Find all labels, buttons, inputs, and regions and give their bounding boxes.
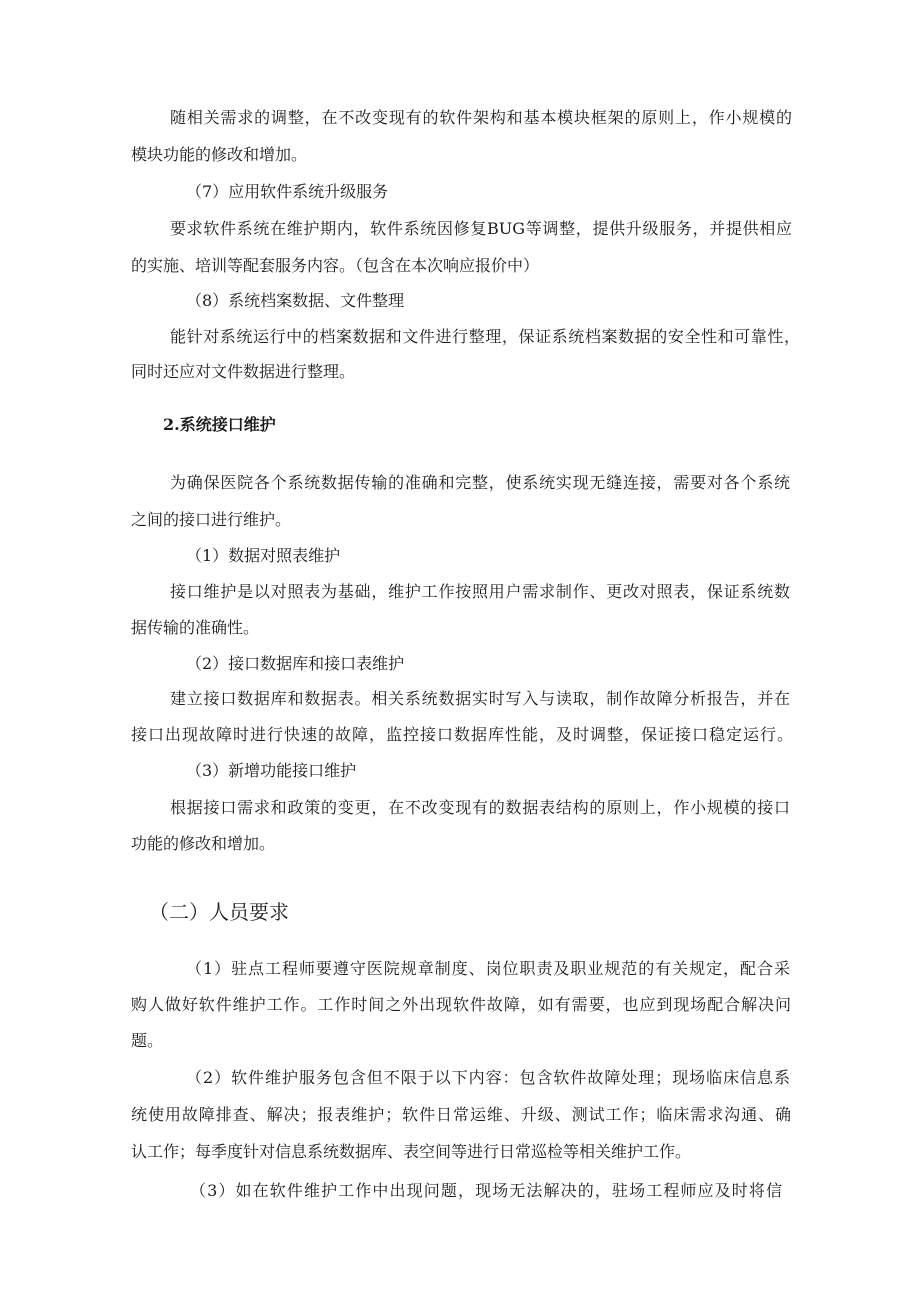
paragraph-line: 据传输的准确性。 [131,618,260,637]
paragraph-line: 随相关需求的调整，在不改变现有的软件架构和基本模块框架的原则上，作小规模的 [170,108,792,127]
item-title: （3）新增功能接口维护 [186,761,357,780]
item-title: （1）数据对照表维护 [186,546,341,565]
item-title: （2）接口数据库和接口表维护 [186,654,405,673]
paragraph-line: 接口维护是以对照表为基础，维护工作按照用户需求制作、更改对照表，保证系统数 [170,582,790,601]
paragraph-line: 要求软件系统在维护期内，软件系统因修复BUG等调整，提供升级服务，并提供相应 [170,219,792,238]
paragraph-line: 为确保医院各个系统数据传输的准确和完整，使系统实现无缝连接，需要对各个系统 [170,473,790,492]
paragraph-line: （2）软件维护服务包含但不限于以下内容：包含软件故障处理；现场临床信息系 [186,1068,790,1087]
paragraph-line: 模块功能的修改和增加。 [131,145,308,164]
paragraph-line: 根据接口需求和政策的变更，在不改变现有的数据表结构的原则上，作小规模的接口 [170,798,790,817]
paragraph-line: 认工作；每季度针对信息系统数据库、表空间等进行日常巡检等相关维护工作。 [131,1142,692,1161]
item-title: （7）应用软件系统升级服务 [186,182,389,201]
paragraph-line: 同时还应对文件数据进行整理。 [131,362,356,381]
paragraph-line: （3）如在软件维护工作中出现问题，现场无法解决的，驻场工程师应及时将信 [190,1181,782,1200]
paragraph-line: 建立接口数据库和数据表。相关系统数据实时写入与读取，制作故障分析报告，并在 [170,689,790,708]
paragraph-line: 接口出现故障时进行快速的故障，监控接口数据库性能，及时调整，保证接口稳定运行。 [131,725,793,744]
paragraph-line: （1）驻点工程师要遵守医院规章制度、岗位职责及职业规范的有关规定，配合采 [186,959,790,978]
paragraph-line: 购人做好软件维护工作。工作时间之外出现软件故障，如有需要，也应到现场配合解决问 [131,995,791,1014]
paragraph-line: 功能的修改和增加。 [131,834,276,853]
chapter-heading: （二）人员要求 [149,900,289,924]
paragraph-line: 之间的接口进行维护。 [131,510,292,529]
item-title: （8）系统档案数据、文件整理 [186,291,405,310]
paragraph-line: 统使用故障排查、解决；报表维护；软件日常运维、升级、测试工作；临床需求沟通、确 [131,1105,791,1124]
paragraph-line: 的实施、培训等配套服务内容。（包含在本次响应报价中） [131,256,540,275]
paragraph-line: 能针对系统运行中的档案数据和文件进行整理，保证系统档案数据的安全性和可靠性， [170,327,800,346]
section-heading: 2.系统接口维护 [163,415,276,434]
paragraph-line: 题。 [131,1031,164,1050]
